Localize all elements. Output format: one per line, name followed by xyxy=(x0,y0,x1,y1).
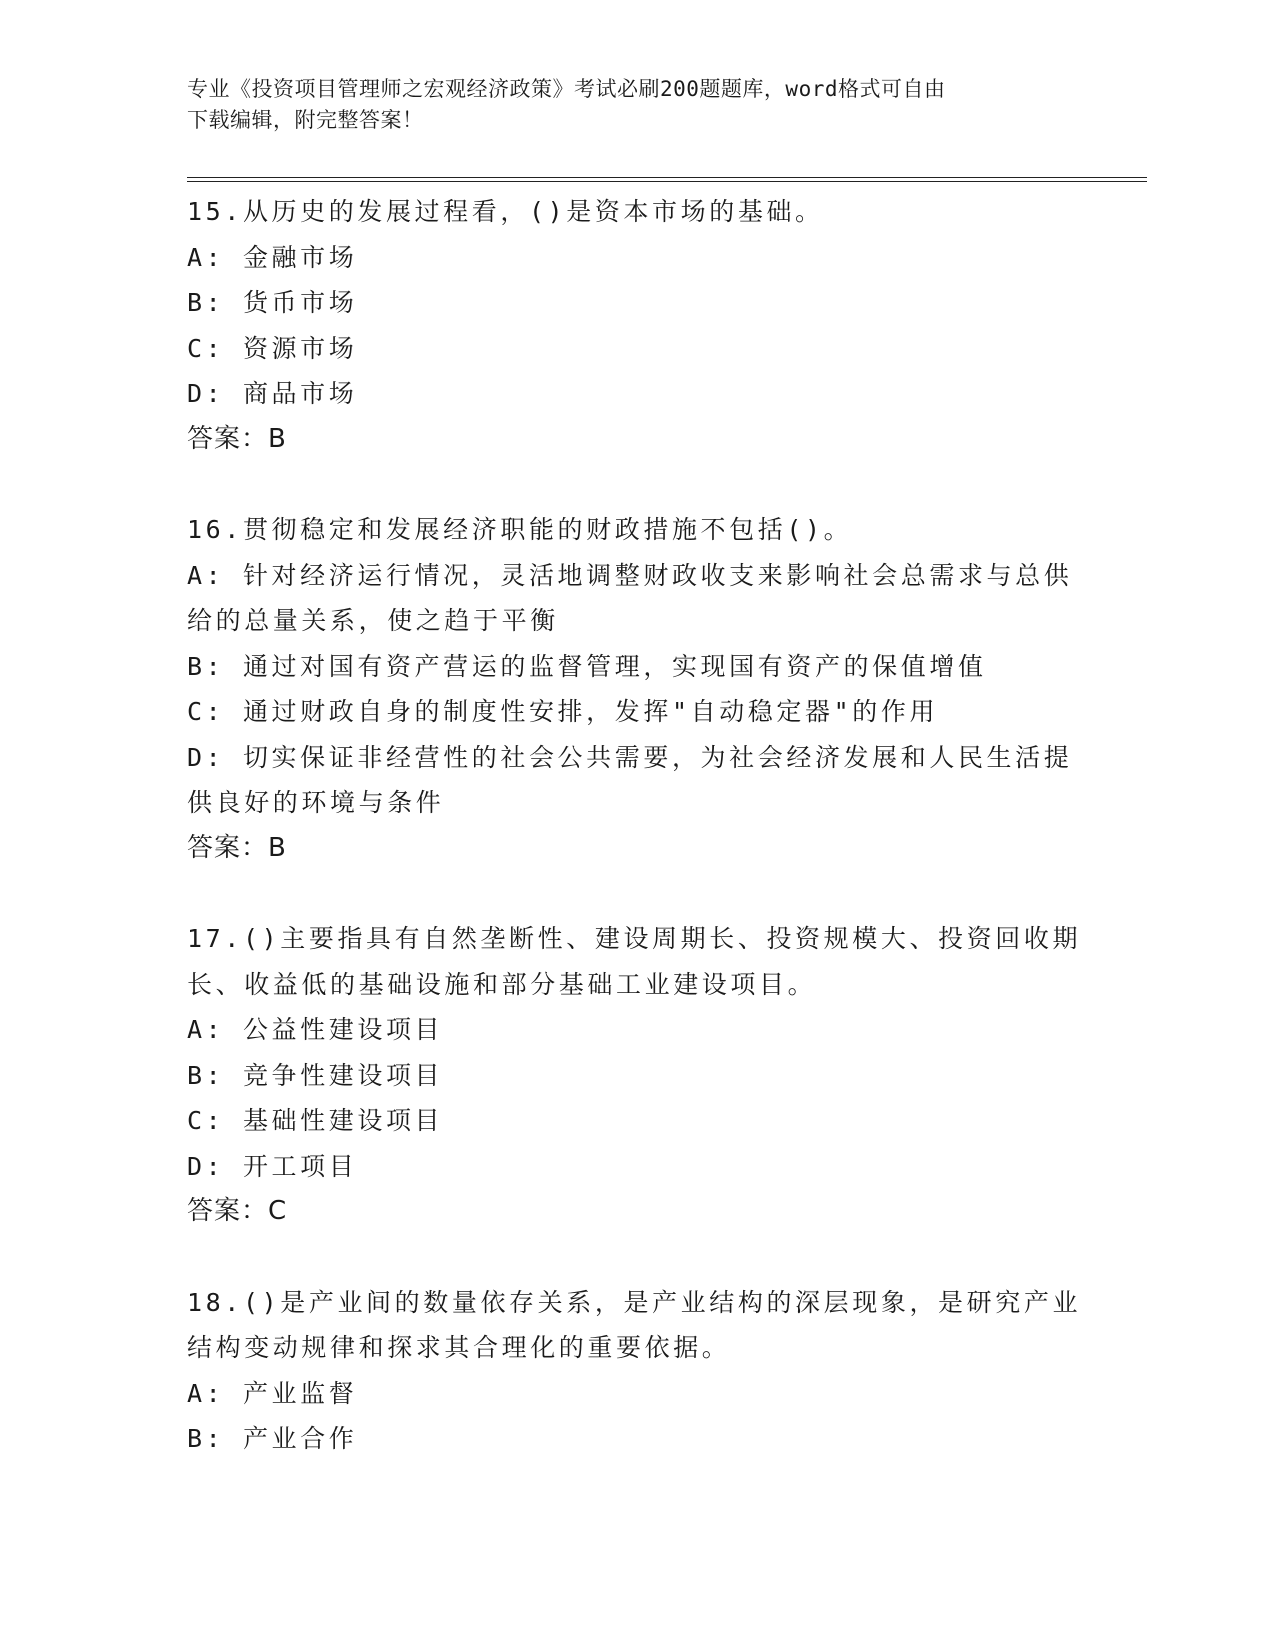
question-stem: 18.()是产业间的数量依存关系，是产业结构的深层现象，是研究产业 xyxy=(187,1287,1082,1317)
answer-option: C: 通过财政自身的制度性安排，发挥"自动稳定器"的作用 xyxy=(187,697,939,726)
answer-option: A: 金融市场 xyxy=(187,242,358,272)
answer-key: 答案：B xyxy=(187,423,287,454)
answer-option: 供良好的环境与条件 xyxy=(187,788,445,817)
answer-option: A: 针对经济运行情况，灵活地调整财政收支来影响社会总需求与总供 xyxy=(187,560,1073,590)
question-stem: 15.从历史的发展过程看，()是资本市场的基础。 xyxy=(187,197,824,226)
answer-option: C: 基础性建设项目 xyxy=(187,1106,444,1135)
answer-option: B: 竞争性建设项目 xyxy=(187,1060,444,1090)
question-block xyxy=(187,507,1073,916)
answer-option: D: 切实保证非经营性的社会公共需要，为社会经济发展和人民生活提 xyxy=(187,742,1073,772)
answer-option: C: 资源市场 xyxy=(187,333,358,363)
answer-option: B: 货币市场 xyxy=(187,288,358,317)
answer-option: 给的总量关系，使之趋于平衡 xyxy=(187,606,559,635)
answer-option: A: 公益性建设项目 xyxy=(187,1015,444,1044)
header-line-2: 下载编辑，附完整答案！ xyxy=(187,108,424,132)
answer-option: A: 产业监督 xyxy=(187,1378,358,1408)
answer-key: 答案：B xyxy=(187,832,287,863)
question-stem: 16.贯彻稳定和发展经济职能的财政措施不包括()。 xyxy=(187,515,853,544)
answer-option: D: 商品市场 xyxy=(187,379,358,408)
header-divider xyxy=(187,177,1147,182)
question-list xyxy=(187,189,1082,1462)
question-stem: 长、收益低的基础设施和部分基础工业建设项目。 xyxy=(187,969,817,999)
question-stem: 17.()主要指具有自然垄断性、建设周期长、投资规模大、投资回收期 xyxy=(187,924,1082,953)
question-block xyxy=(187,1280,1082,1462)
answer-key: 答案：C xyxy=(187,1196,288,1226)
question-spacer xyxy=(187,1235,1067,1280)
document-header xyxy=(187,74,1087,136)
question-block xyxy=(187,916,1082,1280)
question-stem: 结构变动规律和探求其合理化的重要依据。 xyxy=(187,1333,731,1362)
header-line-1: 专业《投资项目管理师之宏观经济政策》考试必刷200题题库，word格式可自由 xyxy=(187,77,946,101)
question-block xyxy=(187,189,1067,507)
question-spacer xyxy=(187,871,1067,916)
answer-option: B: 通过对国有资产营运的监督管理，实现国有资产的保值增值 xyxy=(187,651,987,681)
question-spacer xyxy=(187,462,1067,507)
answer-option: D: 开工项目 xyxy=(187,1151,358,1181)
answer-option: B: 产业合作 xyxy=(187,1424,358,1453)
